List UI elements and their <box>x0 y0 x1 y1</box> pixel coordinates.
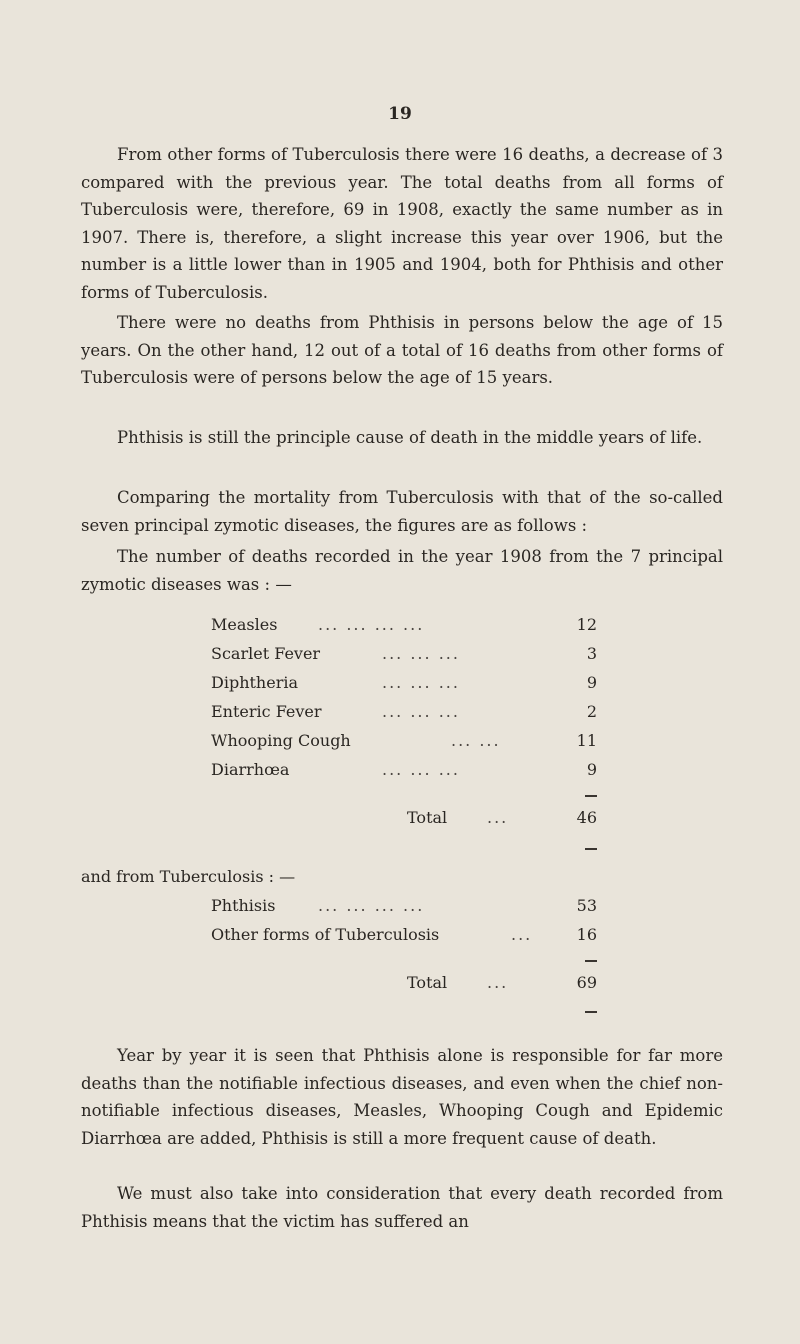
total-value: 46 <box>576 808 597 827</box>
row-value: 9 <box>586 760 597 779</box>
row-leader: ... <box>487 808 509 827</box>
paragraph-phthisis-responsibility: Year by year it is seen that Phthisis alone is responsible for far more deaths than the notifiable infectious diseases, and even when the chief non-notifiable infectious diseases, Measles, Whooping Cough and Epidemic Diarrhœa are added, Phthisis is still a more frequent cause of death. <box>81 1046 723 1148</box>
row-leader: ... <box>487 973 509 992</box>
tuberculosis-intro: and from Tuberculosis : — <box>81 867 296 886</box>
row-label: Whooping Cough <box>211 731 351 750</box>
row-label: Diarrhœa <box>211 760 290 779</box>
table-rule <box>585 848 597 850</box>
row-leader: ... ... ... ... <box>318 615 425 634</box>
row-leader: ... ... ... <box>382 673 460 692</box>
total-label: Total <box>407 808 448 827</box>
row-label: Scarlet Fever <box>211 644 321 663</box>
table-rule <box>585 960 597 962</box>
paragraph-tuberculosis-deaths: From other forms of Tuberculosis there were 16 deaths, a decrease of 3 compared with the previous year. The total deaths from all forms of Tuberculosis were, therefore, 69 in 1908, exactly the same number as in 1907. There is, therefore, a slight increase this year over 1906, but the number is a little lower than in 1905 and 1904, both for Phthisis and other forms of Tuberculosis. <box>81 145 723 302</box>
row-leader: ... ... ... ... <box>318 896 425 915</box>
row-leader: ... ... ... <box>382 702 460 721</box>
row-leader: ... ... ... <box>382 760 460 779</box>
table-rule <box>585 795 597 797</box>
row-label: Diphtheria <box>211 673 298 692</box>
paragraph-principal-cause: Phthisis is still the principle cause of death in the middle years of life. <box>117 428 703 447</box>
table-rule <box>585 1011 597 1013</box>
row-value: 12 <box>576 615 597 634</box>
page-number: 19 <box>388 104 412 124</box>
paragraph-zymotic-intro: The number of deaths recorded in the year 1908 from the 7 principal zymotic diseases was : — <box>81 547 723 594</box>
row-value: 3 <box>586 644 597 663</box>
row-value: 2 <box>586 702 597 721</box>
row-value: 9 <box>586 673 597 692</box>
row-value: 53 <box>576 896 597 915</box>
paragraph-consideration: We must also take into consideration that every death recorded from Phthisis means that the victim has suffered an <box>81 1184 723 1231</box>
row-label: Measles <box>211 615 278 634</box>
total-value: 69 <box>576 973 597 992</box>
row-label: Other forms of Tuberculosis <box>211 925 440 944</box>
paragraph-comparison-intro: Comparing the mortality from Tuberculosis with that of the so-called seven principal zymotic diseases, the figures are as follows : <box>81 488 723 535</box>
row-value: 16 <box>576 925 597 944</box>
row-value: 11 <box>576 731 597 750</box>
row-label: Phthisis <box>211 896 276 915</box>
row-label: Enteric Fever <box>211 702 322 721</box>
paragraph-age-distribution: There were no deaths from Phthisis in persons below the age of 15 years. On the other hand, 12 out of a total of 16 deaths from other forms of Tuberculosis were of persons below the age of 15 years. <box>81 313 723 387</box>
row-leader: ... ... <box>451 731 501 750</box>
row-leader: ... <box>511 925 533 944</box>
total-label: Total <box>407 973 448 992</box>
row-leader: ... ... ... <box>382 644 460 663</box>
